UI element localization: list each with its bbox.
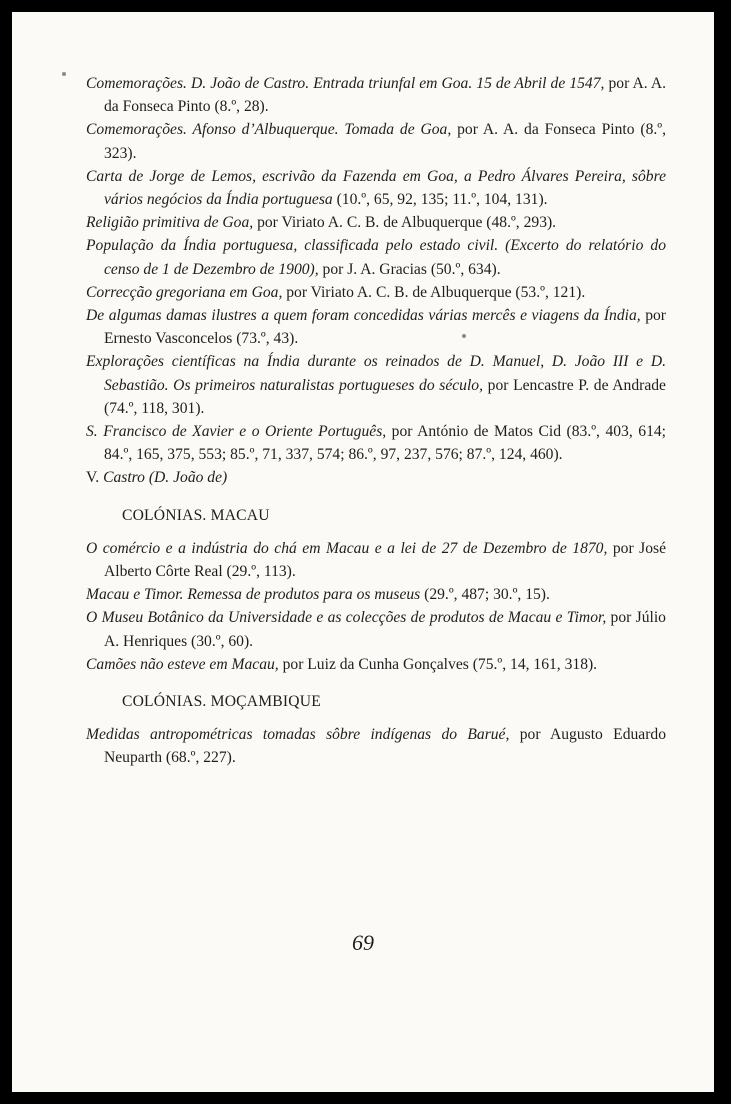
bibliography-entry <box>86 653 666 676</box>
entry-reference: (10.º, 65, 92, 135; 11.º, 104, 131). <box>332 191 548 209</box>
entry-title: Macau e Timor. Remessa de produtos para os museus <box>86 586 421 604</box>
entry-reference: por J. A. Gracias (50.º, 634). <box>318 260 501 278</box>
bibliography-entry <box>86 350 666 420</box>
entry-reference: por Viriato A. C. B. de Albuquerque (53.º, 121). <box>282 283 586 301</box>
entry-title: Comemorações. Afonso d’Albuquerque. Tomada de Goa, <box>86 121 452 139</box>
bibliography-entry <box>86 420 666 466</box>
bibliography-entry <box>86 304 666 350</box>
entry-title: Explorações científicas na Índia durante os reinados de D. Manuel, D. João III e D. Sebastião. Os primeiros naturalistas portugueses do século, <box>86 353 666 394</box>
cross-reference-prefix: V. <box>86 469 104 487</box>
entry-reference: (29.º, 487; 30.º, 15). <box>420 586 550 604</box>
entry-reference: por António de Matos Cid (83.º, 403, 614; 84.º, 165, 375, 553; 85.º, 71, 337, 574; 86.º, 97, 237, 576; 87.º, 124, 460). <box>104 423 666 464</box>
entry-reference: por A. A. da Fonseca Pinto (8.º, 28). <box>104 75 666 116</box>
entry-reference: por Luiz da Cunha Gonçalves (75.º, 14, 161, 318). <box>278 655 598 673</box>
bibliography-entry <box>86 281 666 304</box>
entry-title: Comemorações. D. João de Castro. Entrada triunfal em Goa. 15 de Abril de 1547, <box>86 75 605 92</box>
bibliography-entry <box>86 583 666 606</box>
entry-title: O Museu Botânico da Universidade e as colecções de produtos de Macau e Timor, <box>86 609 607 627</box>
entry-title: População da Índia portuguesa, classificada pelo estado civil. (Excerto do relatório do censo de 1 de Dezembro de 1900), <box>86 237 666 278</box>
bibliography-entry <box>86 211 666 234</box>
entry-reference: por Augusto Eduardo Neuparth (68.º, 227). <box>104 726 666 767</box>
entry-title: O comércio e a indústria do chá em Macau e a lei de 27 de Dezembro de 1870, <box>86 539 608 557</box>
entry-title: Castro (D. João de) <box>103 469 228 487</box>
document-page <box>12 12 714 1092</box>
scan-speck <box>62 72 66 76</box>
bibliography-list <box>86 72 666 770</box>
entry-reference: por Lencastre P. de Andrade (74.º, 118, 301). <box>104 376 666 417</box>
entry-reference: por A. A. da Fonseca Pinto (8.º, 323). <box>104 121 666 162</box>
page-number: 69 <box>352 930 374 955</box>
section-heading-macau: COLÓNIAS. MACAU <box>122 506 270 524</box>
bibliography-entry <box>86 165 666 211</box>
cross-reference-entry <box>86 466 666 489</box>
bibliography-entry <box>86 606 666 652</box>
bibliography-entry <box>86 72 666 118</box>
entry-title: Correcção gregoriana em Goa, <box>86 283 283 301</box>
entry-title: Medidas antropométricas tomadas sôbre indígenas do Barué, <box>86 726 510 744</box>
entry-reference: por José Alberto Côrte Real (29.º, 113). <box>104 539 666 581</box>
section-heading-mocambique: COLÓNIAS. MOÇAMBIQUE <box>122 693 321 711</box>
bibliography-entry <box>86 118 666 164</box>
entry-title: S. Francisco de Xavier e o Oriente Português, <box>86 423 387 441</box>
entry-title: Religião primitiva de Goa, <box>86 214 254 232</box>
entry-title: Carta de Jorge de Lemos, escrivão da Fazenda em Goa, a Pedro Álvares Pereira, sôbre vários negócios da Índia portuguesa <box>86 167 666 209</box>
entry-reference: por Viriato A. C. B. de Albuquerque (48.º, 293). <box>253 214 557 232</box>
bibliography-entry <box>86 234 666 280</box>
entry-reference: por Júlio A. Henriques (30.º, 60). <box>104 609 666 650</box>
bibliography-entry <box>86 537 666 583</box>
entry-title: De algumas damas ilustres a quem foram concedidas várias mercês e viagens da Índia, <box>86 307 641 325</box>
bibliography-entry <box>86 723 666 769</box>
entry-title: Camões não esteve em Macau, <box>86 655 279 673</box>
entry-reference: por Ernesto Vasconcelos (73.º, 43). <box>104 307 666 348</box>
